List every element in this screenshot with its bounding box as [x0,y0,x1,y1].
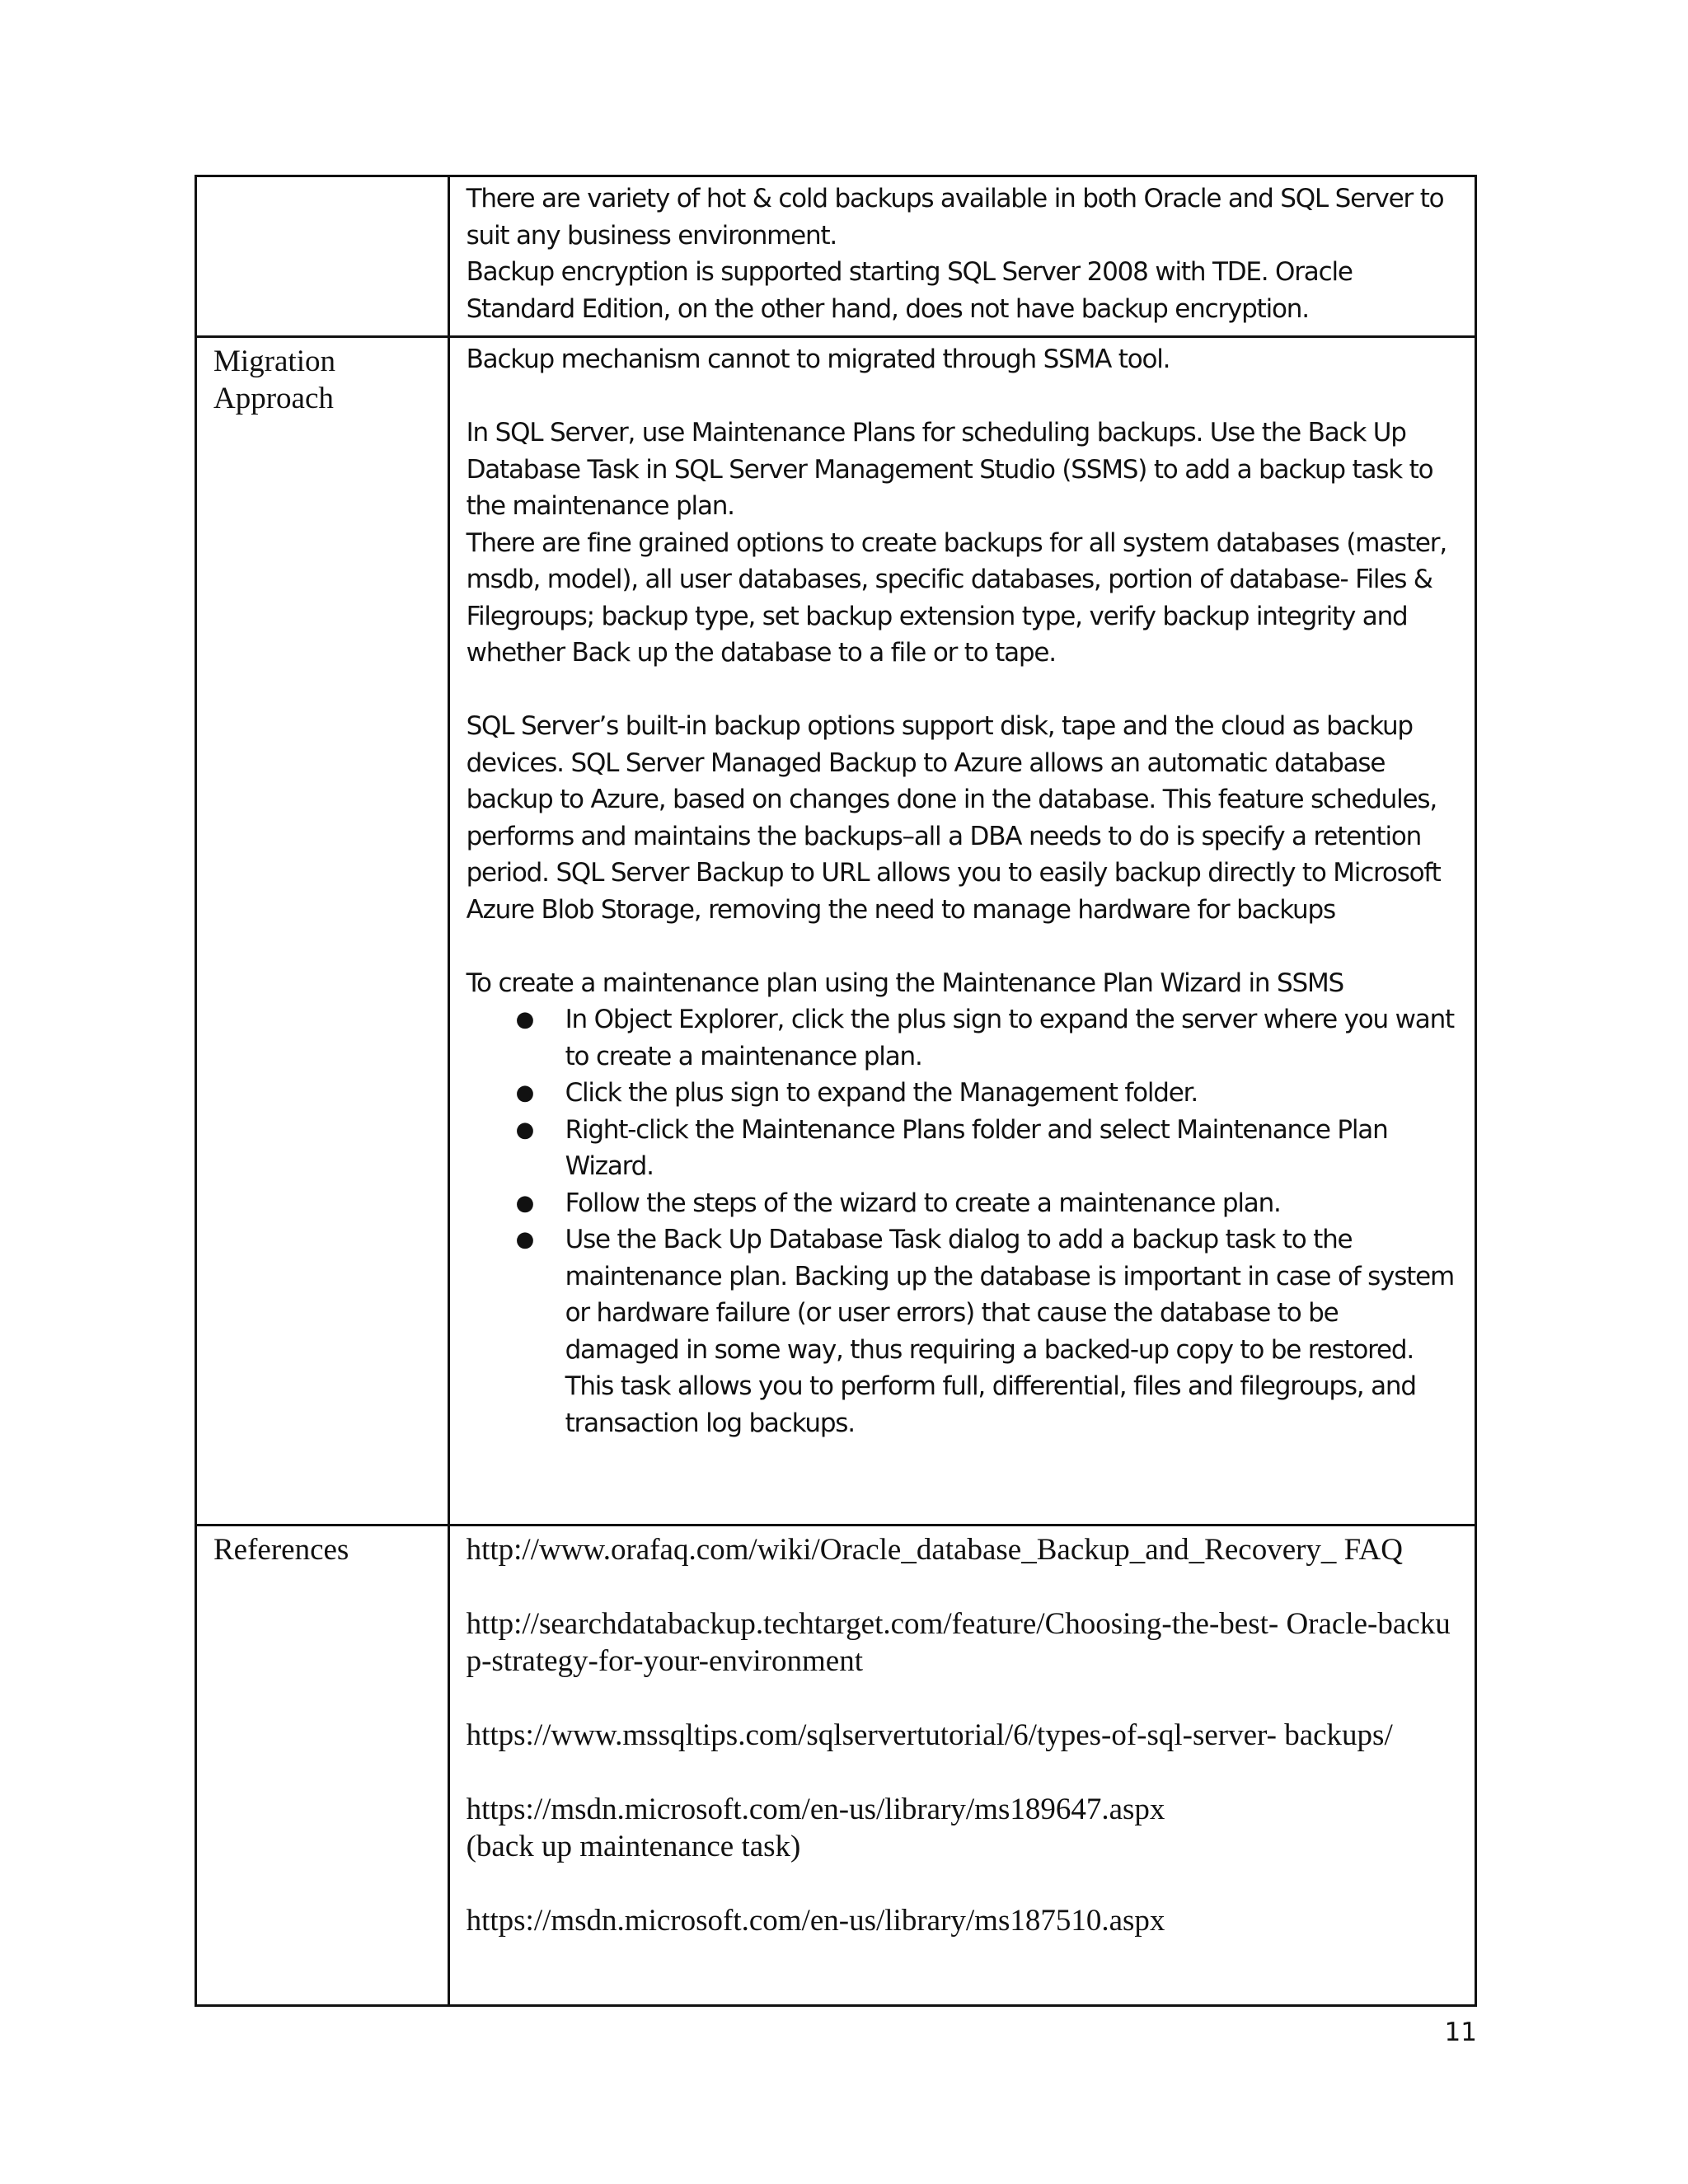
list-item [467,1001,1458,1075]
bullet-icon: ● [515,1227,534,1252]
reference-link[interactable]: http://www.orafaq.com/wiki/Oracle_database_Backup_and_Recovery_ FAQ [466,1533,1403,1567]
list-item [467,1112,1458,1185]
list-item [467,1185,1458,1222]
page-number: 11 [1444,2018,1477,2047]
row-label-references: References [196,1526,449,2006]
bullet-icon: ● [515,1007,534,1032]
list-item [467,1221,1458,1441]
reference-link[interactable]: https://msdn.microsoft.com/en-us/library/ms187510.aspx [466,1904,1165,1938]
bullet-icon: ● [515,1190,534,1216]
row-label-empty [196,176,449,337]
row-content-migration-approach [448,337,1475,1526]
table-row-references [196,1526,1476,2006]
list-item-text: Right-click the Maintenance Plans folder and select Maintenance Plan Wizard. [565,1114,1388,1181]
table-row-migration-approach [196,337,1476,1526]
row-content-backup-overview [448,176,1475,337]
list-item-text: Follow the steps of the wizard to create a maintenance plan. [565,1188,1281,1218]
steps-list [467,1001,1458,1441]
paragraph: In SQL Server, use Maintenance Plans for scheduling backups. Use the Back Up Database Task in SQL Server Management Studio (SSMS) to add a backup task to the maintenance plan. [466,418,1433,521]
reference-note: (back up maintenance task) [466,1830,801,1863]
list-item [467,1075,1458,1112]
paragraph: There are fine grained options to create backups for all system databases (master, msdb, model), all user databases, specific databases, portion of database- Files & Filegroups; backup type, set backup extension type, verify backup integrity and whether Back up the database to a file or to tape. [466,527,1447,668]
reference-link[interactable]: https://www.mssqltips.com/sqlservertutorial/6/types-of-sql-server- backups/ [466,1718,1393,1752]
row-label-migration-approach: Migration Approach [196,337,449,1526]
content-table [195,175,1477,2007]
paragraph: Backup mechanism cannot to migrated through SSMA tool. [466,344,1170,374]
reference-link[interactable]: http://searchdatabackup.techtarget.com/feature/Choosing-the-best- Oracle-backup-strategy-for-your-environment [466,1607,1451,1678]
list-item-text: Use the Back Up Database Task dialog to add a backup task to the maintenance plan. Backing up the database is important in case of system or hardware failure (or user errors) that cause the database to be damaged in some way, thus requiring a backed-up copy to be restored. This task allows you to perform full, differential, files and filegroups, and transaction log backups. [565,1225,1454,1438]
paragraph: Backup encryption is supported starting SQL Server 2008 with TDE. Oracle Standard Edition, on the other hand, does not have backup encryption. [466,257,1353,324]
paragraph: SQL Server’s built-in backup options support disk, tape and the cloud as backup devices. SQL Server Managed Backup to Azure allows an automatic database backup to Azure, based on changes done in the database. This feature schedules, performs and maintains the backups–all a DBA needs to do is specify a retention period. SQL Server Backup to URL allows you to easily backup directly to Microsoft Azure Blob Storage, removing the need to manage hardware for backups [466,711,1441,925]
steps-intro: To create a maintenance plan using the Maintenance Plan Wizard in SSMS [466,968,1344,998]
bullet-icon: ● [515,1117,534,1142]
list-item-text: Click the plus sign to expand the Management folder. [565,1078,1198,1108]
paragraph: There are variety of hot & cold backups available in both Oracle and SQL Server to suit any business environment. [466,184,1444,251]
row-content-references [448,1526,1475,2006]
bullet-icon: ● [515,1080,534,1105]
reference-link[interactable]: https://msdn.microsoft.com/en-us/library/ms189647.aspx [466,1793,1165,1826]
table-row-backup-overview [196,176,1476,337]
list-item-text: In Object Explorer, click the plus sign to expand the server where you want to create a maintenance plan. [565,1005,1454,1071]
